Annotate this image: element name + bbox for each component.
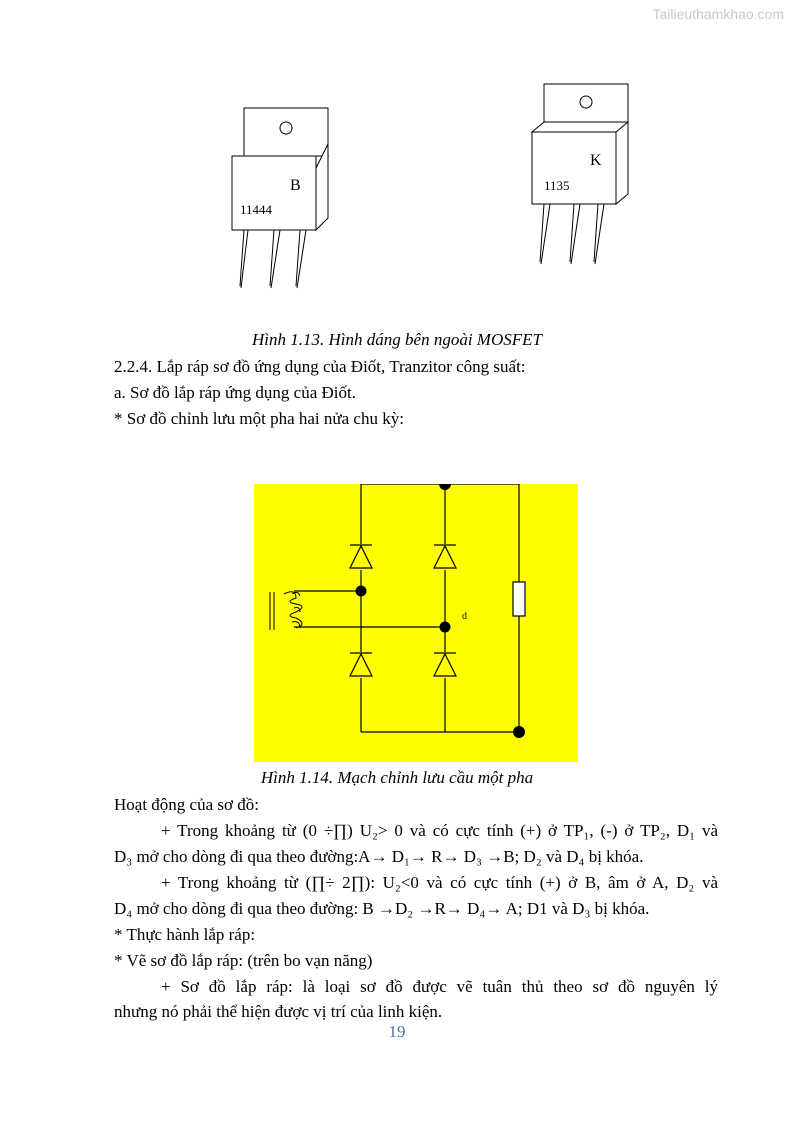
chip-left-code: 11444: [240, 202, 273, 217]
figure2-caption: Hình 1.14. Mạch chỉnh lưu cầu một pha: [260, 768, 534, 787]
bridge-rectifier-figure: [254, 484, 578, 762]
mosfet-left: [232, 108, 328, 288]
chip-left-letter: B: [290, 177, 301, 194]
mosfet-figure: [0, 0, 794, 300]
page-number: 19: [388, 1022, 406, 1041]
section-heading: 2.2.4. Lắp ráp sơ đồ ứng dụng của Điốt, Tranzitor công suất:: [114, 357, 526, 376]
p3-line1: + Sơ đồ lắp ráp: là loại sơ đồ được vẽ tuân thủ theo sơ đồ nguyên lý: [161, 977, 718, 996]
section-bullet: * Sơ đồ chỉnh lưu một pha hai nửa chu kỳ:: [114, 409, 404, 428]
op-title: Hoạt động của sơ đồ:: [114, 795, 259, 814]
watermark: Tailieuthamkhao.com: [652, 6, 784, 22]
node-label: d: [462, 611, 467, 622]
draw: * Vẽ sơ đồ lắp ráp: (trên bo vạn năng): [114, 951, 373, 970]
p2-line2: D₄ mở cho dòng đi qua theo đường: B →D₂ →R→ D₄→ A; D1 và D₃ bị khóa.: [114, 899, 650, 918]
section-sub-a: a. Sơ đồ lắp ráp ứng dụng của Điốt.: [114, 383, 356, 402]
node-bottom: [513, 726, 525, 738]
p1-line2: D₃ mở cho dòng đi qua theo đường:A→ D₁→ R→ D₃ →B; D₂ và D₄ bị khóa.: [114, 847, 644, 866]
chip-right-code: 1135: [544, 178, 570, 193]
p2-line1: + Trong khoảng từ (∏÷ 2∏): U₂<0 và có cực tính (+) ở B, âm ở A, D₂ và: [161, 873, 718, 892]
figure-background: [254, 484, 578, 762]
p1-line1: + Trong khoảng từ (0 ÷∏) U₂> 0 và có cực tính (+) ở TP₁, (-) ở TP₂, D₁ và: [161, 821, 718, 840]
figure1-caption: Hình 1.13. Hình dáng bên ngoài MOSFET: [252, 330, 542, 349]
node-mid: [440, 622, 451, 633]
practice: * Thực hành lắp ráp:: [114, 925, 256, 944]
p3-line2: nhưng nó phải thể hiện được vị trí của linh kiện.: [114, 1002, 443, 1021]
mosfet-right: [532, 84, 628, 264]
chip-right-letter: K: [590, 152, 602, 169]
node-left: [356, 586, 367, 597]
